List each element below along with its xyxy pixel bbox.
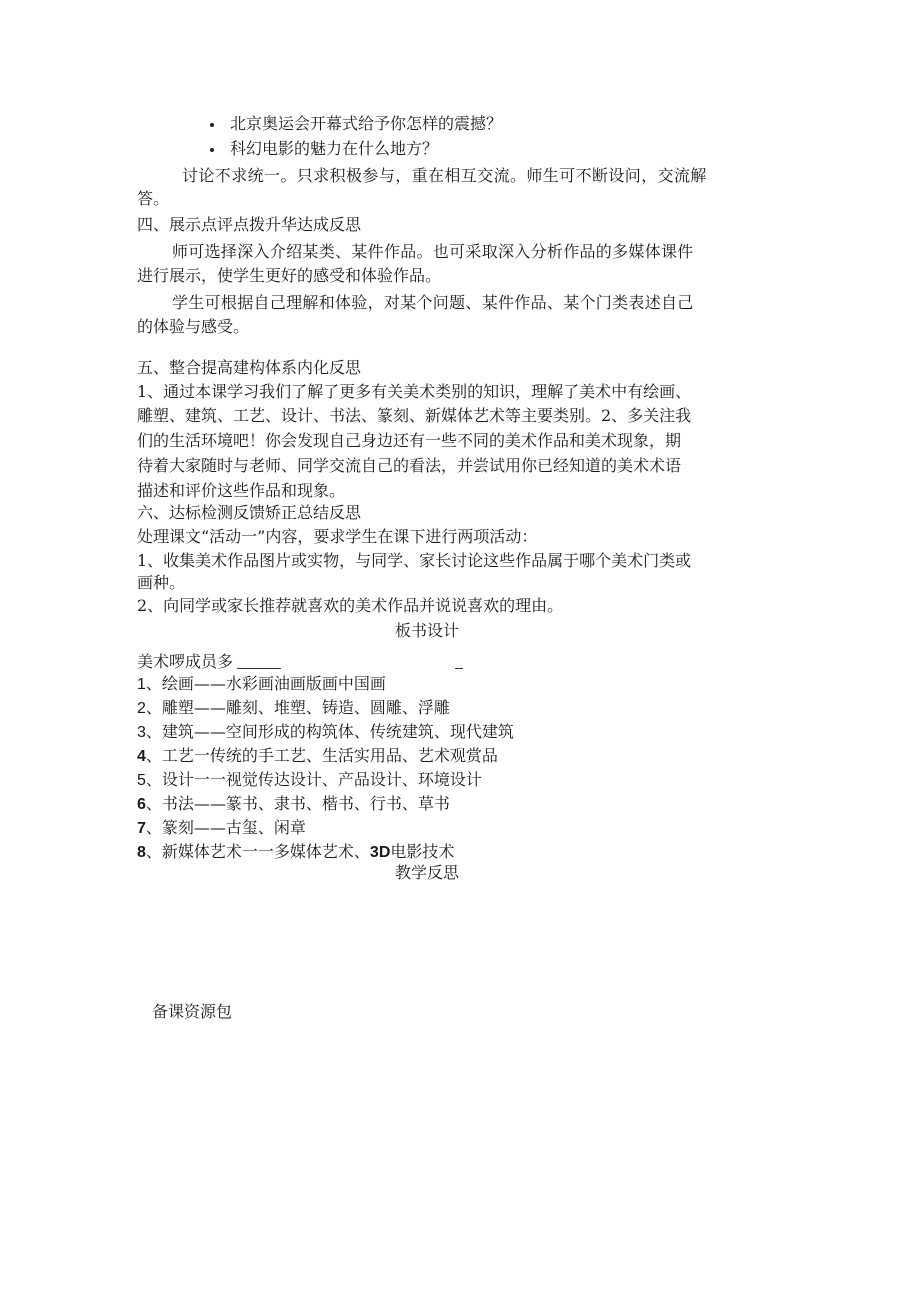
paragraph-line: 们的生活环境吧！你会发现自己身边还有一些不同的美术作品和美术现象，期	[137, 431, 682, 450]
board-item: 2、雕塑——雕刻、堆塑、铸造、圆雕、浮雕	[137, 698, 450, 717]
board-subtitle: 美术啰成员多	[137, 652, 234, 671]
paragraph-line: 待着大家随时与老师、同学交流自己的看法，并尝试用你已经知道的美术术语	[137, 456, 682, 475]
resource-title: 备课资源包	[152, 1002, 233, 1021]
paragraph-line: 进行展示，使学生更好的感受和体验作品。	[137, 266, 442, 285]
paragraph-line: 1、通过本课学习我们了解了更多有关美术类别的知识，理解了美术中有绘画、	[137, 382, 692, 401]
paragraph-line: 画种。	[137, 573, 186, 592]
board-item: 3、建筑——空间形成的构筑体、传统建筑、现代建筑	[137, 722, 514, 741]
paragraph-line: 2、向同学或家长推荐就喜欢的美术作品并说说喜欢的理由。	[137, 596, 564, 615]
paragraph-line: 雕塑、建筑、工艺、设计、书法、篆刻、新媒体艺术等主要类别。2、多关注我	[137, 406, 692, 425]
board-item: 7、篆刻——古玺、闲章	[137, 818, 306, 837]
board-title: 板书设计	[395, 621, 460, 640]
board-item: 6、书法——篆书、隶书、楷书、行书、草书	[137, 794, 450, 813]
bullet-dot-icon	[210, 148, 214, 152]
paragraph-line: 处理课文“活动一”内容，要求学生在课下进行两项活动：	[137, 527, 538, 546]
paragraph-line: 学生可根据自己理解和体验，对某个问题、某件作品、某个门类表述自己	[172, 293, 694, 312]
board-item: 8、新媒体艺术一一多媒体艺术、3D电影技术	[137, 842, 455, 861]
paragraph-line: 1、收集美术作品图片或实物，与同学、家长讨论这些作品属于哪个美术门类或	[137, 551, 692, 570]
fill-in-blank-line	[455, 668, 463, 669]
reflection-title: 教学反思	[395, 863, 460, 882]
bullet-item: 北京奥运会开幕式给予你怎样的震撼？	[230, 114, 503, 133]
section-heading: 六、达标检测反馈矫正总结反思	[137, 503, 362, 522]
discussion-line: 答。	[137, 189, 170, 208]
section-heading: 四、展示点评点拨升华达成反思	[137, 215, 362, 234]
bullet-dot-icon	[210, 123, 214, 127]
fill-in-blank-line	[237, 668, 281, 669]
board-item: 4、工艺一传统的手工艺、生活实用品、艺术观赏品	[137, 746, 498, 765]
bullet-item: 科幻电影的魅力在什么地方？	[230, 139, 439, 158]
paragraph-line: 描述和评价这些作品和现象。	[137, 481, 346, 500]
paragraph-line: 的体验与感受。	[137, 317, 250, 336]
paragraph-line: 师可选择深入介绍某类、某件作品。也可采取深入分析作品的多媒体课件	[172, 242, 694, 261]
board-item: 5、设计一一视觉传达设计、产品设计、环境设计	[137, 770, 482, 789]
discussion-line: 讨论不求统一。只求积极参与，重在相互交流。师生可不断设问，交流解	[182, 166, 707, 185]
board-item: 1、绘画——水彩画油画版画中国画	[137, 674, 386, 693]
section-heading: 五、整合提高建构体系内化反思	[137, 358, 362, 377]
